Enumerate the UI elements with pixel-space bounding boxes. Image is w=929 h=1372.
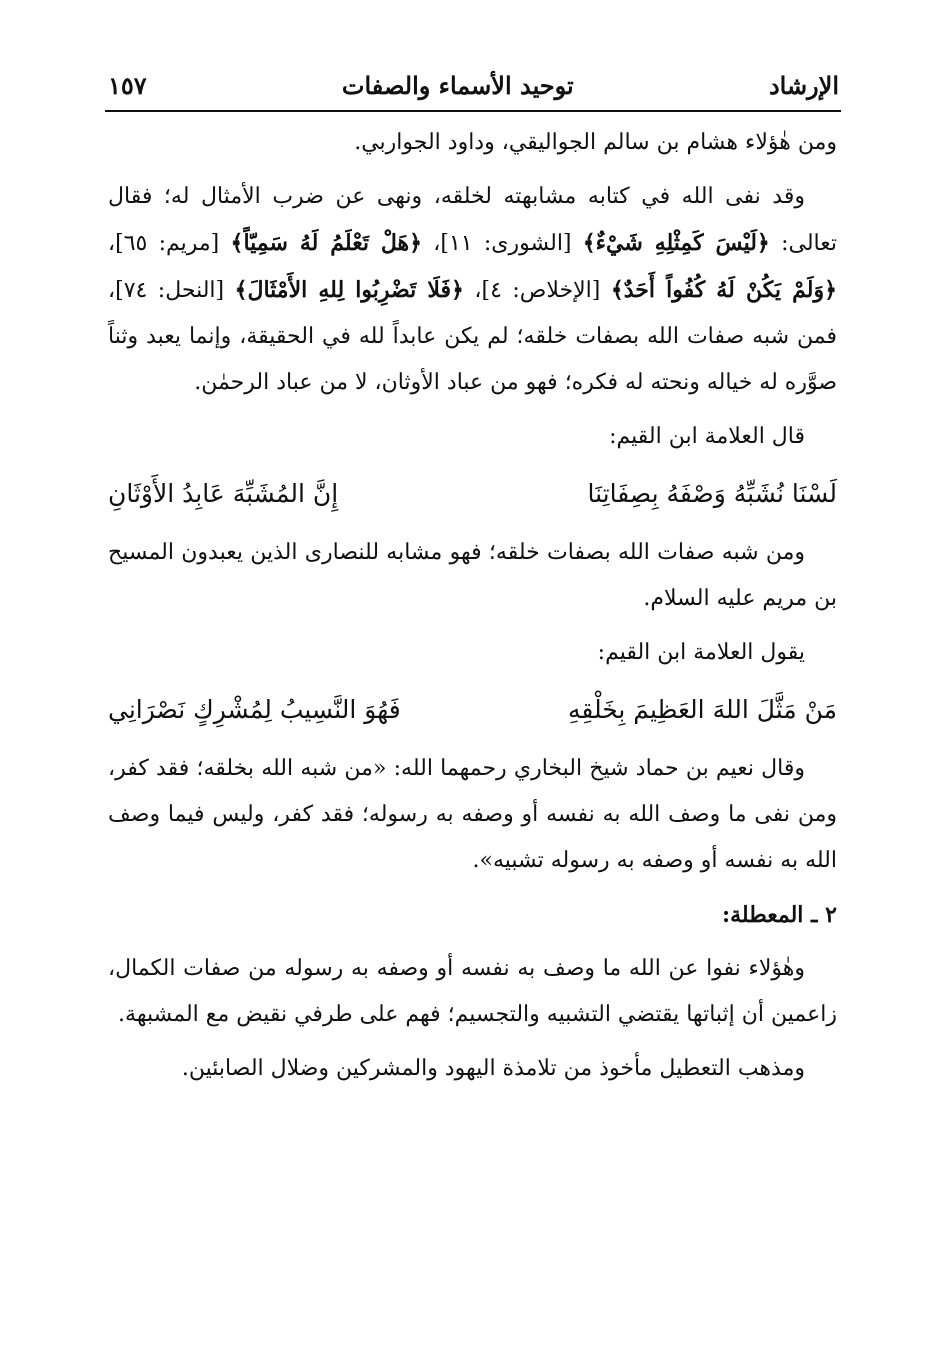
paragraph-2 [108,174,837,406]
verse-1-second-hemistich: إِنَّ المُشَبِّهَ عَابِدُ الأَوْثَانِ [108,479,339,508]
poem-verse-2 [108,684,837,736]
header-divider [105,110,841,112]
chapter-title: توحيد الأسماء والصفات [341,71,574,100]
verse-2-first-hemistich: مَنْ مَثَّلَ اللهَ العَظِيمَ بِخَلْقِهِ [567,695,837,724]
quran-verse-2: ﴿هَلْ تَعْلَمُ لَهُ سَمِيّاً﴾ [230,230,423,256]
quran-ref-4: [النحل: ٧٤]، [108,278,225,303]
verse-1-first-hemistich: لَسْنَا نُشَبِّهُ وَصْفَهُ بِصِفَاتِنَا [587,479,837,508]
poem-verse-1 [108,468,837,520]
paragraph-6: وقال نعيم بن حماد شيخ البخاري رحمهما الله: «من شبه الله بخلقه؛ فقد كفر، ومن نفى ما وصف الله به نفسه أو وصفه به رسوله؛ فقد كفر، وليس فيما وصف الله به نفسه أو وصفه به رسوله تشبيه». [108,756,837,873]
book-title: الإرشاد [768,71,839,100]
paragraph-8: ومذهب التعطيل مأخوذ من تلامذة اليهود والمشركين وضلال الصابئين. [181,1056,805,1081]
paragraph-2-rest: فمن شبه صفات الله بصفات خلقه؛ لم يكن عابداً لله في الحقيقة، وإنما يعبد وثناً صوَّره له خياله ونحته له فكره؛ فهو من عباد الأوثان، لا من عباد الرحمٰن. [108,324,837,395]
quran-verse-1: ﴿لَيْسَ كَمِثْلِهِ شَيْءٌ﴾ [582,230,770,256]
page-number: ١٥٧ [108,71,147,100]
paragraph-4: ومن شبه صفات الله بصفات خلقه؛ فهو مشابه للنصارى الذين يعبدون المسيح بن مريم عليه السلام. [108,540,837,611]
paragraph-7: وهٰؤلاء نفوا عن الله ما وصف به نفسه أو وصفه به رسوله من صفات الكمال، زاعمين أن إثباتها يقتضي التشبيه والتجسيم؛ فهم على طرفي نقيض مع المشبهة. [108,956,837,1027]
paragraph-1: ومن هٰؤلاء هشام بن سالم الجواليقي، وداود الجواربي. [354,130,837,155]
page-header [108,60,839,100]
paragraph-2-intro: وقد نفى الله في كتابه مشابهته لخلقه، ونهى عن ضرب الأمثال له؛ فقال تعالى: [108,184,837,256]
quran-verse-4: ﴿فَلَا تَضْرِبُوا لِلهِ الأَمْثَالَ﴾ [234,277,464,303]
quran-ref-2: [مريم: ٦٥]، [108,231,220,256]
quran-verse-3: ﴿وَلَمْ يَكُنْ لَهُ كُفُواً أَحَدٌ﴾ [610,277,837,303]
quran-ref-1: [الشورى: ١١]، [433,231,572,256]
section-heading-2: ٢ ـ المعطلة: [722,902,837,928]
page-body [108,120,837,1100]
verse-2-second-hemistich: فَهُوَ النَّسِيبُ لِمُشْرِكٍ نَصْرَانِي [108,695,401,724]
paragraph-5: يقول العلامة ابن القيم: [597,640,805,665]
quran-ref-3: [الإخلاص: ٤]، [474,278,601,303]
paragraph-3: قال العلامة ابن القيم: [609,424,805,449]
